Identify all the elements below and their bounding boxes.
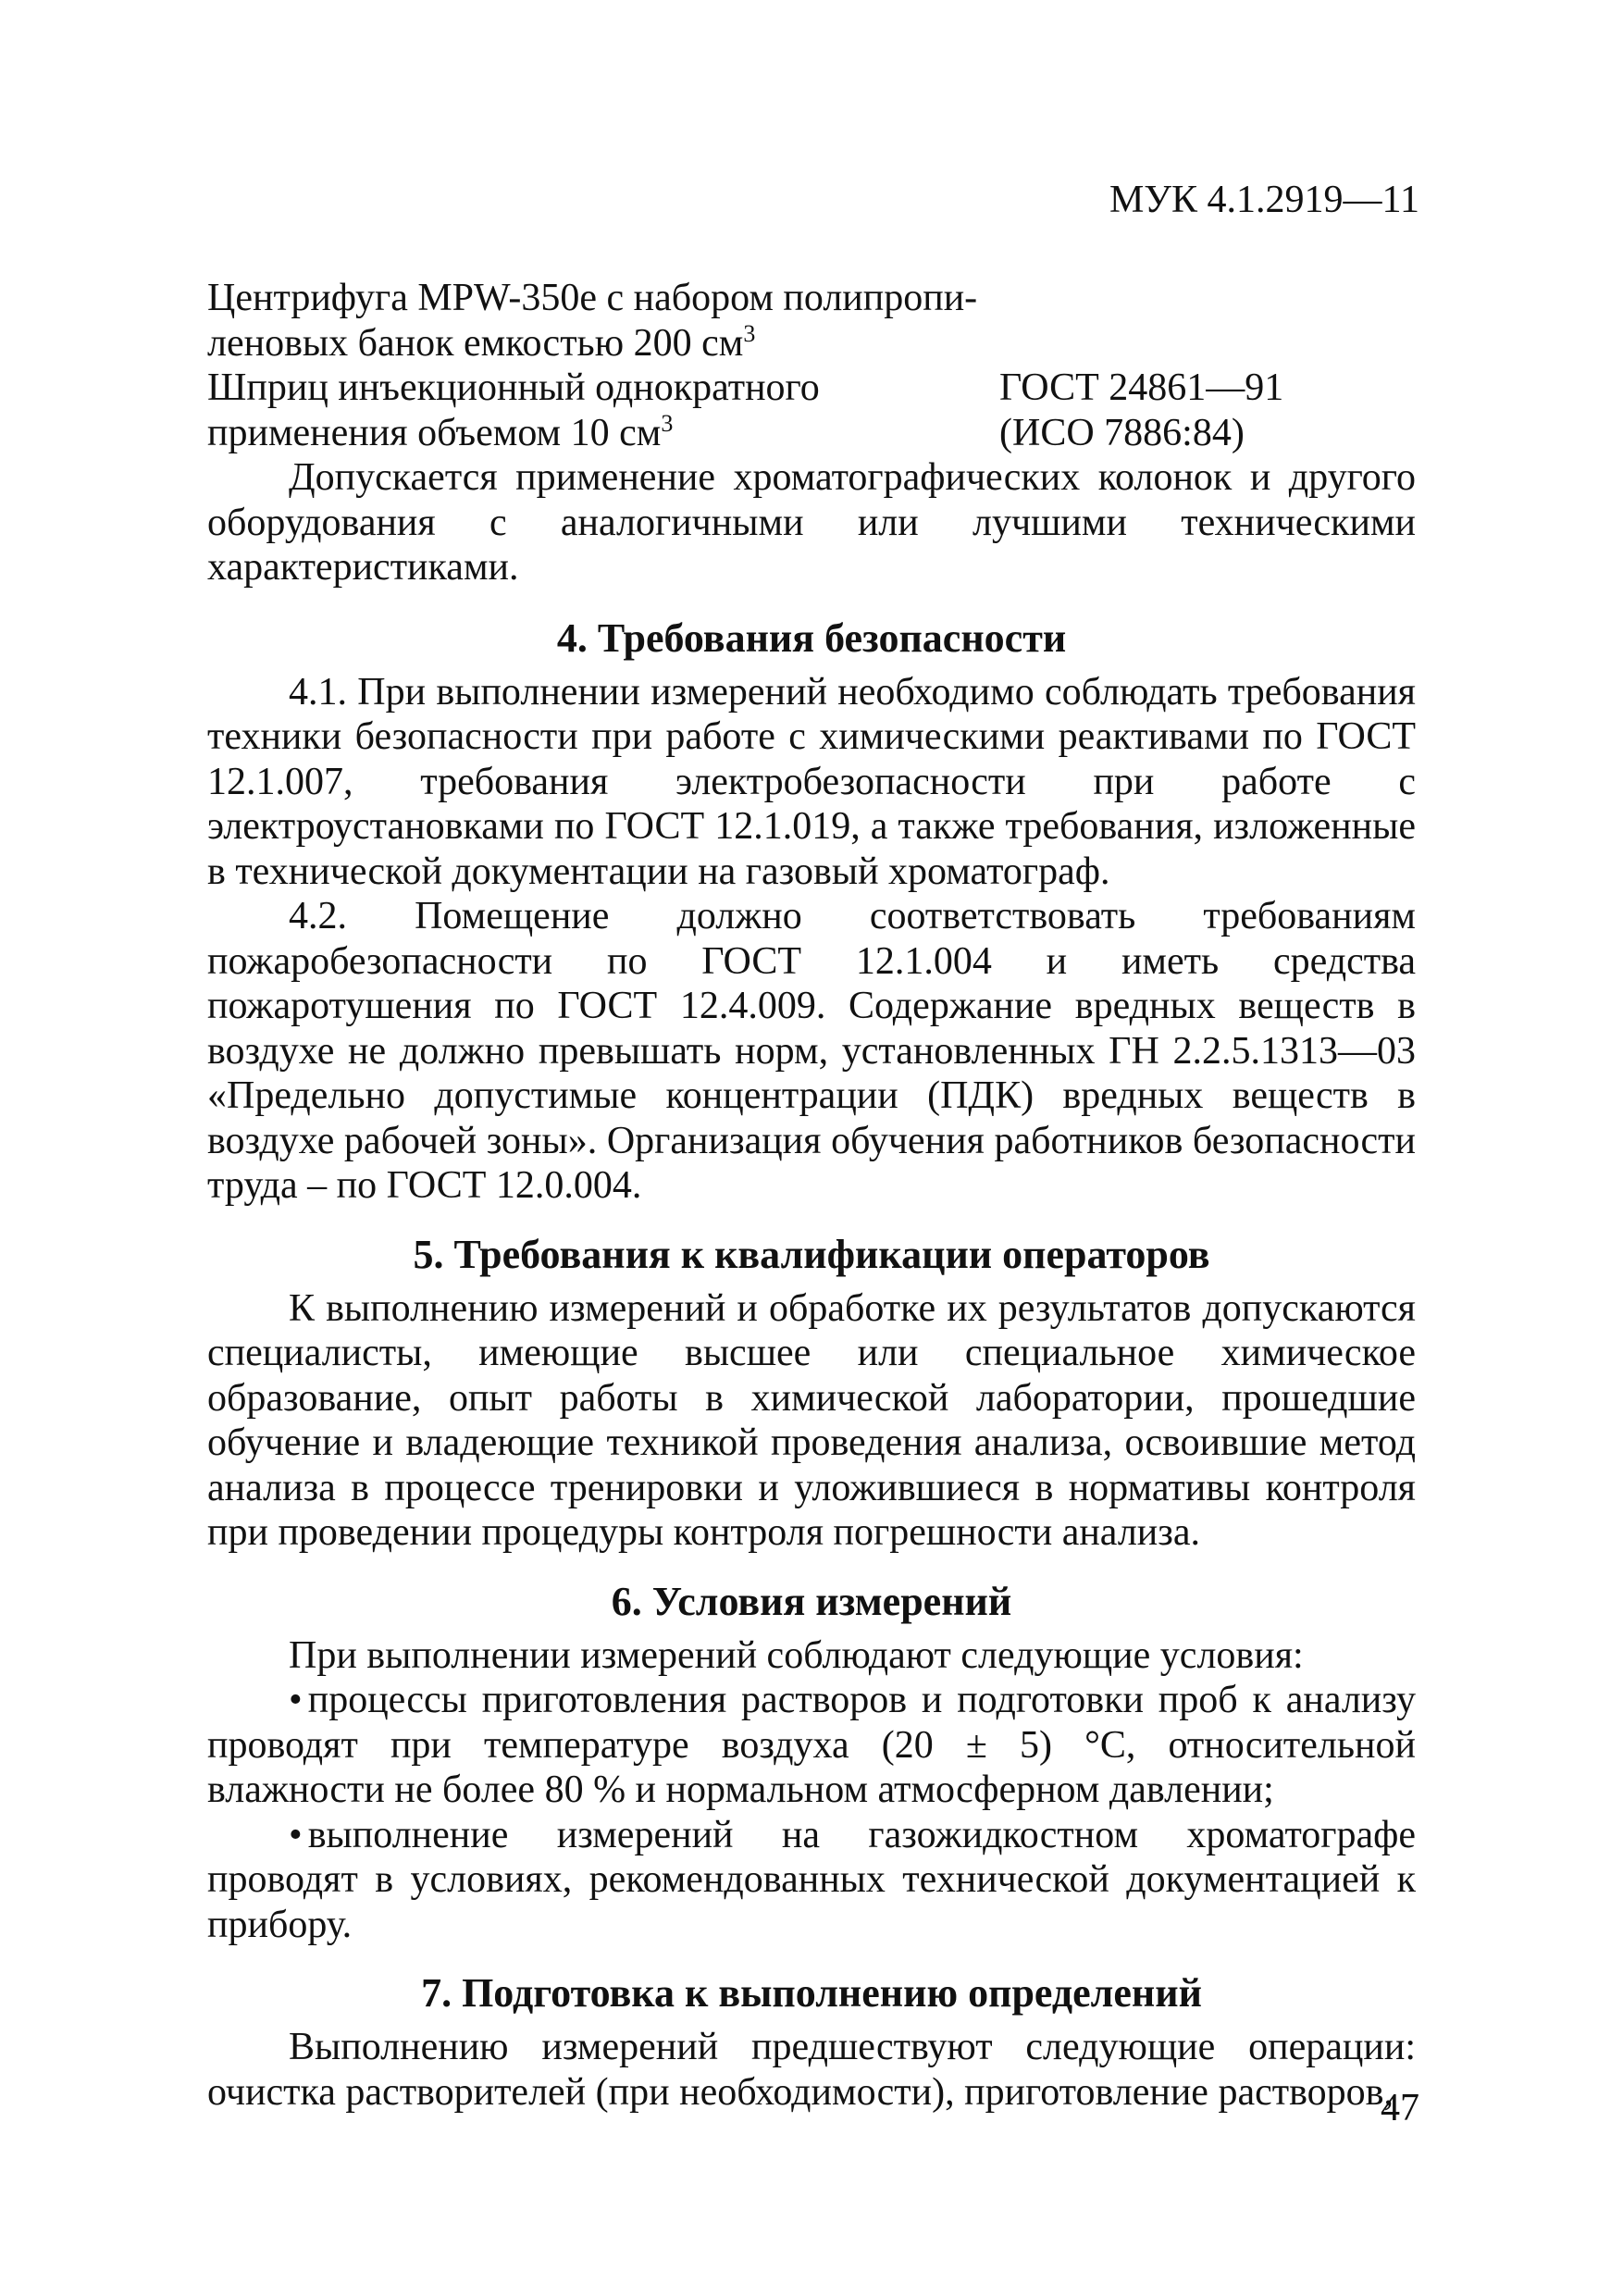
unit-superscript: 3	[743, 319, 756, 347]
page-content	[207, 276, 1416, 2115]
equipment-name-line2: применения объемом 10 см	[207, 411, 662, 454]
document-code-header: МУК 4.1.2919—11	[1109, 179, 1419, 221]
intro-paragraph: Допускается применение хроматографических колонок и другого оборудования с аналогичными или лучшими техническими характеристиками.	[207, 456, 1416, 589]
section-6-paragraph-1: При выполнении измерений соблюдают следующие условия:	[289, 1633, 1304, 1677]
equipment-standard	[999, 366, 1416, 455]
section-7-paragraph-1: Выполнению измерений предшествуют следующие операции: очистка растворителей (при необходимости), приготовление растворов,	[207, 2026, 1416, 2114]
equipment-name-line1: Центрифуга MPW-350e с набором полипропи-	[207, 277, 978, 319]
section-6-bullet-2: • выполнение измерений на газожидкостном хроматографе проводят в условиях, рекомендованных технической документацией к прибору.	[207, 1813, 1416, 1946]
bullet-icon: •	[289, 1813, 303, 1856]
equipment-name	[207, 366, 999, 455]
equipment-standard-line2: (ИСО 7886:84)	[999, 411, 1245, 454]
equipment-standard-line1: ГОСТ 24861—91	[999, 366, 1284, 409]
section-6-bullet-1: • процессы приготовления растворов и подготовки проб к анализу проводят при температуре воздуха (20 ± 5) °С, относительной влажности не более 80 % и нормальном атмосферном давлении;	[207, 1679, 1416, 1811]
section-4-paragraph-2: 4.2. Помещение должно соответствовать требованиям пожаробезопасности по ГОСТ 12.1.004 и иметь средства пожаротушения по ГОСТ 12.4.009. Содержание вредных веществ в воздухе не должно превышать норм, установленных ГН 2.2.5.1313—03 «Предельно допустимые концентрации (ПДК) вредных веществ в воздухе рабочей зоны». Организация обучения работников безопасности труда – по ГОСТ 12.0.004.	[207, 895, 1416, 1207]
section-6-title: 6. Условия измерений	[611, 1578, 1012, 1624]
section-4-title: 4. Требования безопасности	[556, 614, 1067, 661]
equipment-item	[207, 366, 1416, 455]
page-number: 47	[1381, 2087, 1419, 2129]
equipment-name	[207, 276, 999, 366]
section-5-title: 5. Требования к квалификации операторов	[413, 1231, 1210, 1277]
section-4-paragraph-1: 4.1. При выполнении измерений необходимо соблюдать требования техники безопасности при работе с химическими реактивами по ГОСТ 12.1.007, требования электробезопасности при работе с электроустановками по ГОСТ 12.1.019, а также требования, изложенные в технической документации на газовый хроматограф.	[207, 670, 1416, 893]
equipment-name-line1: Шприц инъекционный однократного	[207, 366, 820, 409]
equipment-item	[207, 276, 1416, 366]
section-5-paragraph-1: К выполнению измерений и обработке их результатов допускаются специалисты, имеющие высшее или специальное химическое образование, опыт работы в химической лаборатории, прошедшие обучение и владеющие техникой проведения анализа, освоившие метод анализа в процессе тренировки и уложившиеся в нормативы контроля при проведении процедуры контроля погрешности анализа.	[207, 1286, 1416, 1554]
unit-superscript: 3	[661, 409, 674, 437]
section-7-title: 7. Подготовка к выполнению определений	[421, 1970, 1202, 2016]
equipment-name-line2: леновых банок емкостью 200 см	[207, 321, 744, 365]
bullet-icon: •	[289, 1679, 303, 1721]
